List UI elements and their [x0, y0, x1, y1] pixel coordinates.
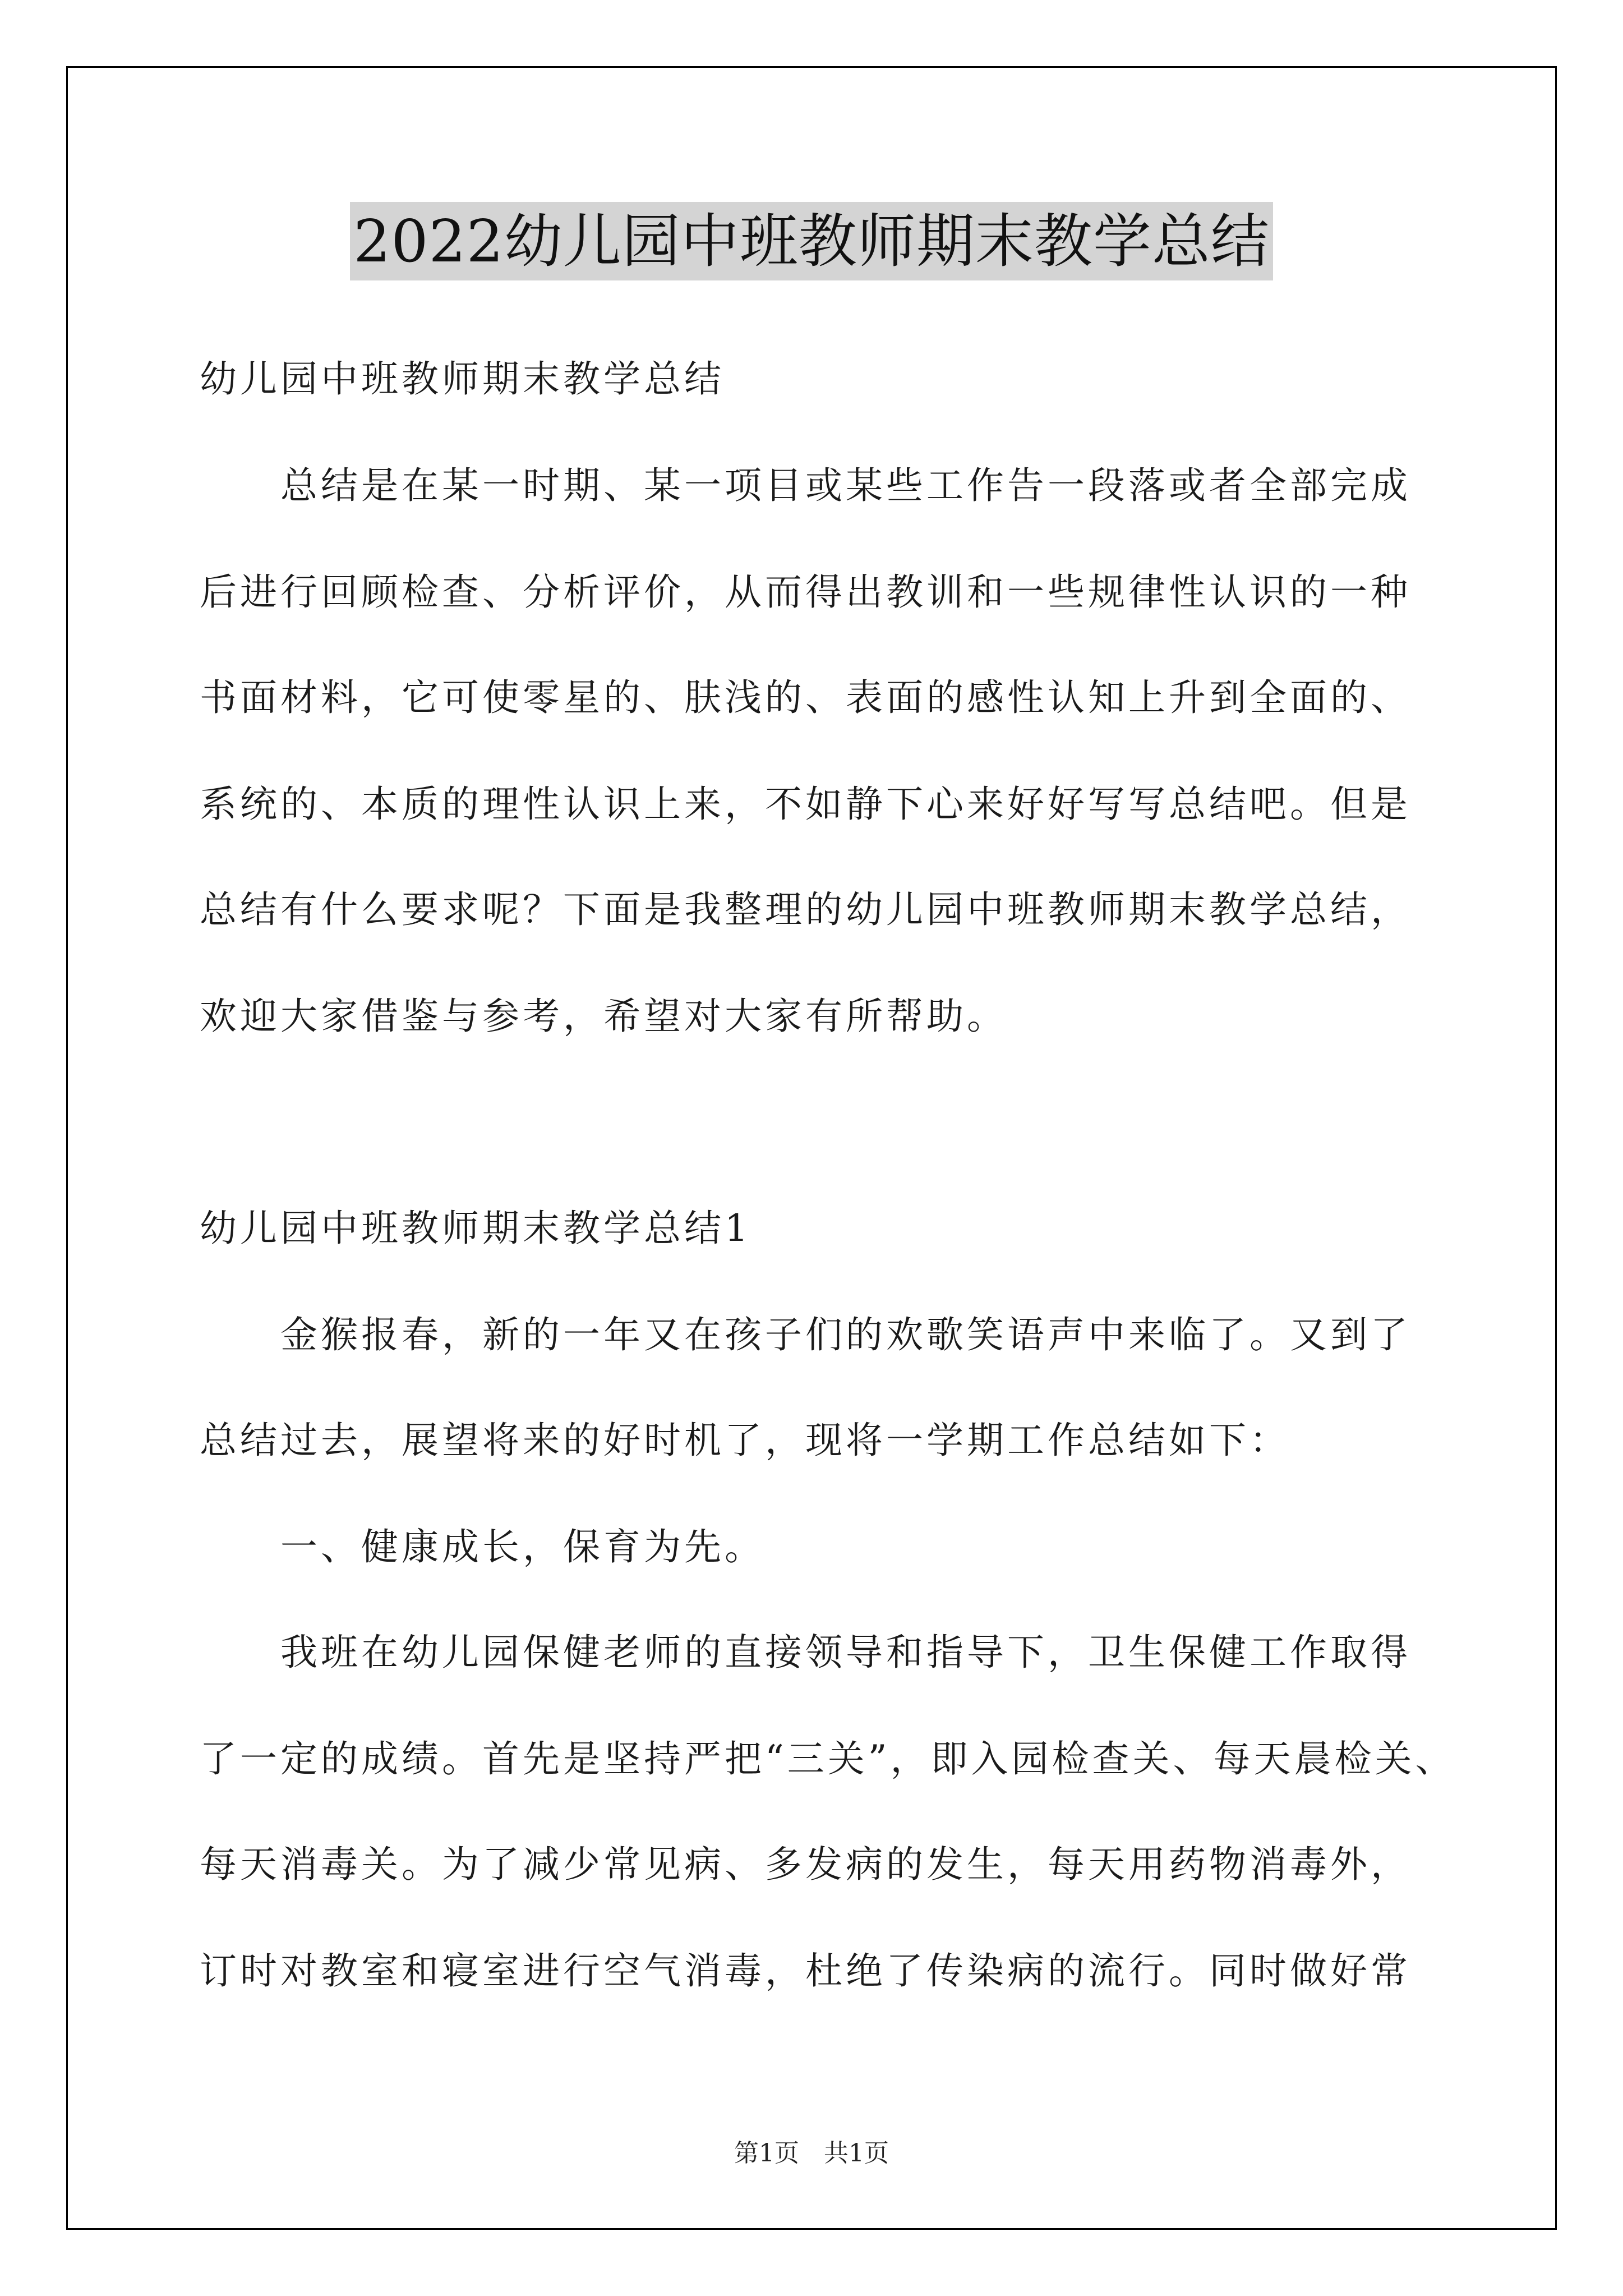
body-line: 订时对教室和寝室进行空气消毒，杜绝了传染病的流行。同时做好常 [200, 1949, 1411, 1993]
body-line: 总结是在某一时期、某一项目或某些工作告一段落或者全部完成 [200, 464, 1411, 507]
section-heading: 幼儿园中班教师期末教学总结 [200, 357, 725, 401]
document-body [200, 0, 1456, 2076]
body-line: 后进行回顾检查、分析评价，从而得出教训和一些规律性认识的一种 [200, 570, 1411, 614]
page-footer: 第1页 共1页 [734, 2139, 889, 2168]
body-line: 了一定的成绩。首先是坚持严把“三关”，即入园检查关、每天晨检关、 [200, 1737, 1456, 1780]
document-title: 2022幼儿园中班教师期末教学总结 [350, 202, 1273, 280]
body-line: 我班在幼儿园保健老师的直接领导和指导下，卫生保健工作取得 [200, 1631, 1411, 1674]
body-line: 系统的、本质的理性认识上来，不如静下心来好好写写总结吧。但是 [200, 783, 1411, 826]
body-line: 欢迎大家借鉴与参考，希望对大家有所帮助。 [200, 995, 1007, 1038]
body-line: 总结过去，展望将来的好时机了，现将一学期工作总结如下： [200, 1419, 1290, 1462]
body-line: 一、健康成长，保育为先。 [200, 1525, 765, 1568]
body-line: 每天消毒关。为了减少常见病、多发病的发生，每天用药物消毒外， [200, 1843, 1411, 1886]
body-line: 书面材料，它可使零星的、肤浅的、表面的感性认知上升到全面的、 [200, 676, 1411, 719]
body-line: 总结有什么要求呢？下面是我整理的幼儿园中班教师期末教学总结， [200, 888, 1411, 931]
body-line: 金猴报春，新的一年又在孩子们的欢歌笑语声中来临了。又到了 [200, 1313, 1411, 1356]
section-heading: 幼儿园中班教师期末教学总结1 [200, 1207, 751, 1250]
